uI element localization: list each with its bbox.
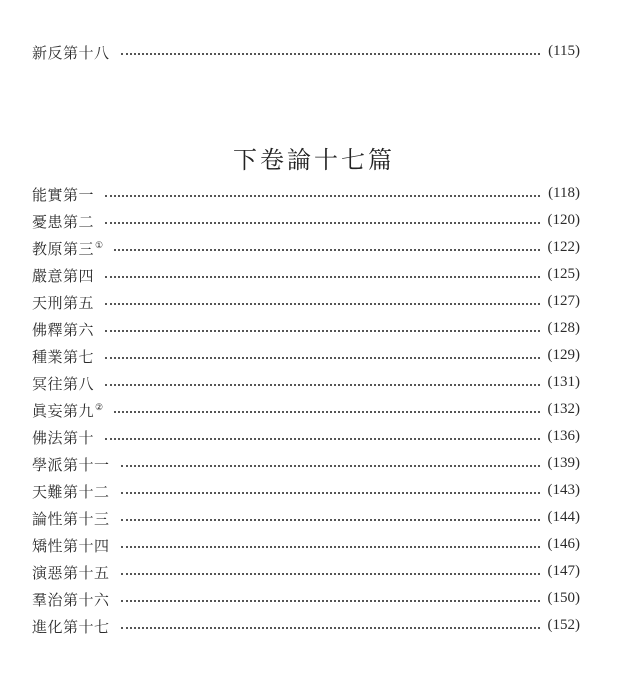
toc-entry-page-number: (143) [547, 482, 580, 498]
dot-leader [105, 290, 539, 312]
dot-leader [105, 371, 539, 393]
toc-entry-3 [32, 236, 580, 258]
toc-entry-page-number: (146) [547, 536, 580, 552]
toc-entry-page-number: (131) [547, 374, 580, 390]
toc-entry-1 [32, 182, 580, 204]
toc-entry-6 [32, 317, 580, 339]
toc-entry-title: 種業第七 [32, 347, 95, 366]
toc-entry-4 [32, 263, 580, 285]
dot-leader [105, 209, 539, 231]
dot-leader [121, 533, 540, 555]
dot-leader [121, 587, 540, 609]
toc-entry-title: 論性第十三 [32, 509, 110, 528]
toc-entry-title: 眞妄第九② [32, 401, 104, 420]
dot-leader [105, 182, 540, 204]
toc-entry-title: 能實第一 [32, 185, 95, 204]
toc-entry-title: 憂患第二 [32, 212, 95, 231]
toc-entry-page-number: (115) [548, 43, 580, 59]
toc-entry-page-number: (129) [547, 347, 580, 363]
toc-entry-title: 嚴意第四 [32, 266, 95, 285]
toc-entry-page-number: (150) [547, 590, 580, 606]
dot-leader [105, 344, 539, 366]
toc-entry-page-number: (127) [547, 293, 580, 309]
toc-entry-9 [32, 398, 580, 420]
toc-entry-title: 天難第十二 [32, 482, 110, 501]
toc-entry-page-number: (136) [547, 428, 580, 444]
toc-entry-page-number: (128) [547, 320, 580, 336]
toc-entry-14 [32, 533, 580, 555]
toc-entry-page-number: (144) [547, 509, 580, 525]
dot-leader [121, 40, 541, 62]
toc-entry-top-1 [32, 40, 580, 62]
toc-entry-title: 天刑第五 [32, 293, 95, 312]
dot-leader [121, 614, 540, 636]
toc-entry-12 [32, 479, 580, 501]
dot-leader [114, 236, 540, 258]
toc-entry-title: 演惡第十五 [32, 563, 110, 582]
dot-leader [105, 317, 539, 339]
toc-entry-8 [32, 371, 580, 393]
toc-entry-page-number: (125) [547, 266, 580, 282]
toc-entry-17 [32, 614, 580, 636]
toc-entry-title: 羣治第十六 [32, 590, 110, 609]
toc-entry-page-number: (118) [548, 185, 580, 201]
dot-leader [105, 263, 539, 285]
dot-leader [105, 425, 539, 447]
toc-entry-7 [32, 344, 580, 366]
toc-entry-title: 冥往第八 [32, 374, 95, 393]
dot-leader [114, 398, 540, 420]
dot-leader [121, 452, 540, 474]
section-heading: 下卷論十七篇 [233, 146, 395, 174]
footnote-marker: ② [95, 402, 104, 413]
toc-entry-16 [32, 587, 580, 609]
toc-entry-title: 進化第十七 [32, 617, 110, 636]
toc-entry-page-number: (120) [547, 212, 580, 228]
toc-entry-title: 新反第十八 [32, 43, 110, 62]
dot-leader [121, 479, 540, 501]
dot-leader [121, 560, 540, 582]
toc-entry-page-number: (147) [547, 563, 580, 579]
toc-entry-13 [32, 506, 580, 528]
toc-entry-15 [32, 560, 580, 582]
toc-entry-page-number: (152) [547, 617, 580, 633]
toc-entry-page-number: (132) [547, 401, 580, 417]
toc-entry-5 [32, 290, 580, 312]
toc-entry-page-number: (122) [547, 239, 580, 255]
toc-entry-10 [32, 425, 580, 447]
toc-entry-title: 教原第三① [32, 239, 104, 258]
toc-entry-title: 矯性第十四 [32, 536, 110, 555]
toc-entry-title: 佛法第十 [32, 428, 95, 447]
toc-entry-11 [32, 452, 580, 474]
toc-entry-page-number: (139) [547, 455, 580, 471]
dot-leader [121, 506, 540, 528]
footnote-marker: ① [95, 240, 104, 251]
toc-entry-2 [32, 209, 580, 231]
toc-entry-title: 佛釋第六 [32, 320, 95, 339]
toc-entry-title: 學派第十一 [32, 455, 110, 474]
